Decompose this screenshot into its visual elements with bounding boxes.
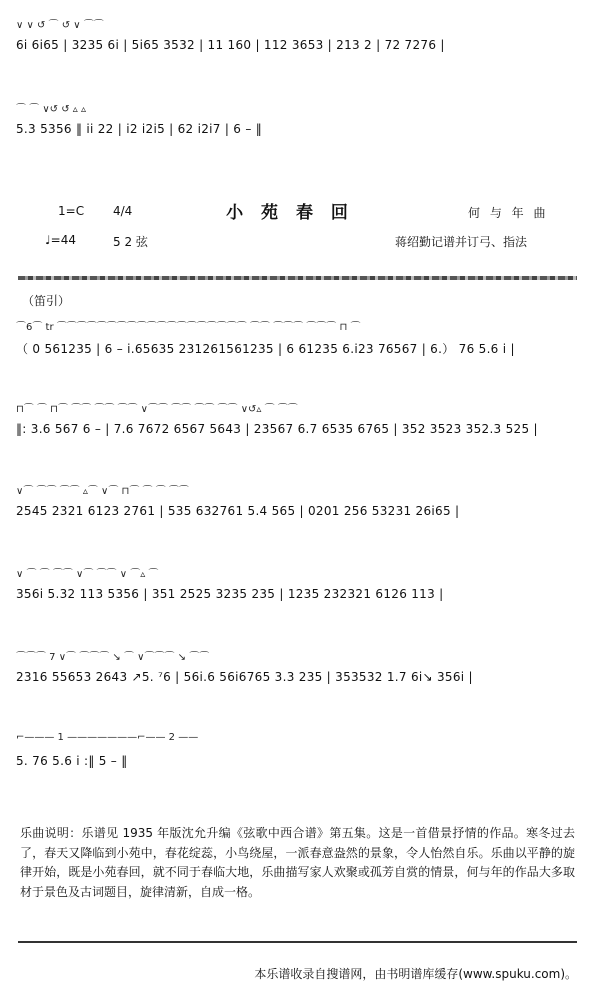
footer-divider	[18, 941, 577, 943]
composer: 何 与 年 曲	[468, 206, 549, 220]
key-signature: 1=C	[58, 204, 85, 218]
articulation-marks: ⌒6⌒ tr ⌒⌒⌒⌒⌒⌒⌒⌒⌒⌒⌒⌒⌒⌒⌒⌒⌒⌒⌒ ⌒⌒ ⌒⌒⌒ ⌒⌒⌒ ⊓ ⌒	[16, 322, 361, 333]
volta-brackets: ⌐——— 1 ———————⌐—— 2 ——	[16, 732, 199, 743]
flute-intro-label: （笛引）	[22, 294, 71, 308]
articulation-marks: ∨ ⌒ ⌒ ⌒⌒ ∨⌒ ⌒⌒ ∨ ⌒▵ ⌒	[16, 569, 159, 580]
score-row-1	[16, 318, 577, 358]
score-row-4	[16, 565, 577, 605]
articulation-marks: ⊓⌒ ⌒ ⊓⌒ ⌒⌒ ⌒⌒ ⌒⌒ ∨⌒⌒ ⌒⌒ ⌒⌒ ⌒⌒ ∨↺▵ ⌒ ⌒⌒	[16, 404, 298, 415]
notes: （ 0 561235 | 6 – i.65635 231261561235 | 6 61235 6.i23 76567 | 6.） 76 5.6 i |	[16, 342, 515, 356]
notes: 6i 6i65 | 3235 6i | 5i65 3532 | 11 160 | 112 3653 | 213 2 | 72 7276 |	[16, 38, 445, 52]
notes: 356i 5.32 113 5356 | 351 2525 3235 235 | 1235 232321 6126 113 |	[16, 587, 444, 601]
arranger-credit: 蒋绍勤记谱并订弓、指法	[395, 235, 528, 249]
notes: ‖: 3.6 567 6 – | 7.6 7672 6567 5643 | 23567 6.7 6535 6765 | 352 3523 352.3 525 |	[16, 422, 538, 436]
notes: 2316 55653 2643 ↗5. ⁷6 | 56i.6 56i6765 3.3 235 | 353532 1.7 6i↘ 356i |	[16, 670, 473, 684]
articulation-marks: ∨ ∨ ↺ ⌒ ↺ ∨ ⌒⌒	[16, 20, 104, 31]
score-row-5	[16, 648, 577, 688]
torn-divider	[18, 276, 577, 280]
articulation-marks: ∨⌒ ⌒⌒ ⌒⌒ ▵⌒ ∨⌒ ⊓⌒ ⌒ ⌒ ⌒⌒	[16, 486, 189, 497]
score-row-6	[16, 732, 577, 772]
source-credit: 本乐谱收录自搜谱网，由书明谱库缓存(www.spuku.com)。	[254, 967, 577, 981]
score-row-2	[16, 400, 577, 440]
notes: 2545 2321 6123 2761 | 535 632761 5.4 565 | 0201 256 53231 26i65 |	[16, 504, 460, 518]
tempo: ♩=44	[45, 233, 76, 247]
articulation-marks: ⌒ ⌒ ∨↺ ↺ ▵ ▵	[16, 104, 87, 115]
string-tuning: 5 2 弦	[113, 235, 148, 249]
intro-row-2	[16, 100, 577, 140]
articulation-marks: ⌒⌒⌒ 7 ∨⌒ ⌒⌒⌒ ↘ ⌒ ∨⌒⌒⌒ ↘ ⌒⌒	[16, 652, 210, 663]
piece-description: 乐曲说明：乐谱见 1935 年版沈允升编《弦歌中西合谱》第五集。这是一首借景抒情的作品。寒冬过去了，春天又降临到小苑中，春花绽蕊，小鸟绕屋，一派春意盎然的景象，令人怡然自乐。乐曲以平静的旋律开始，既是小苑春回，就不同于春临大地，乐曲描写家人欢聚或孤芳自赏的情景，何与年的作品大多取材于景色及古词题目，旋律清新，自成一格。	[20, 826, 575, 899]
notes: 5.3 5356 ‖ ii 22 | i2 i2i5 | 62 i2i7 | 6 – ‖	[16, 122, 263, 136]
score-row-3	[16, 482, 577, 522]
time-signature: 4/4	[113, 204, 133, 218]
intro-row-1	[16, 16, 577, 56]
notes: 5. 76 5.6 i :‖ 5 – ‖	[16, 754, 128, 768]
page-title: 小 苑 春 回	[226, 203, 354, 223]
